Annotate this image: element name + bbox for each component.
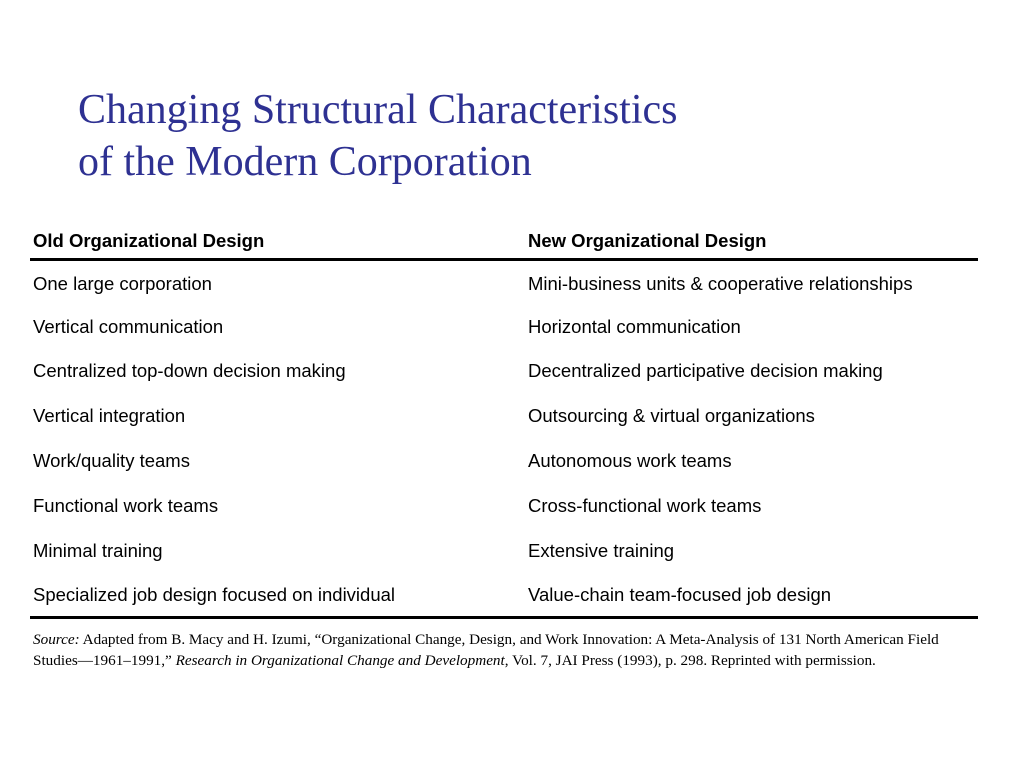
new-design-cell: Extensive training	[528, 539, 675, 561]
design-comparison-table	[30, 224, 978, 619]
new-design-cell: Decentralized participative decision making	[528, 360, 883, 382]
new-design-cell: Autonomous work teams	[528, 450, 732, 472]
title-line-1: Changing Structural Characteristics	[78, 87, 678, 133]
old-design-cell: Minimal training	[33, 539, 163, 561]
table-row	[30, 528, 978, 573]
old-design-cell: Functional work teams	[33, 494, 219, 516]
old-design-cell: Vertical integration	[33, 405, 186, 427]
old-design-cell: Vertical communication	[33, 315, 224, 337]
old-design-cell: Centralized top-down decision making	[33, 360, 346, 382]
table-body	[30, 260, 978, 618]
header-new-design: New Organizational Design	[528, 230, 767, 251]
new-design-cell: Cross-functional work teams	[528, 494, 762, 516]
source-text-part-2: , Vol. 7, JAI Press (1993), p. 298. Reprinted with permission.	[504, 652, 876, 669]
new-design-cell: Mini-business units & cooperative relationships	[528, 272, 913, 294]
source-text-part-1: Adapted from B. Macy and H. Izumi, “Organizational Change, Design, and Work Innovation: A Meta-Analysis of 131 North American Field Studies—1961–1991,”	[33, 631, 939, 669]
old-design-cell: Work/quality teams	[33, 450, 190, 472]
table-row	[30, 394, 978, 439]
new-design-cell: Outsourcing & virtual organizations	[528, 405, 815, 427]
slide-title	[78, 84, 678, 188]
table-row	[30, 439, 978, 484]
title-line-2: of the Modern Corporation	[78, 139, 532, 185]
table-header	[30, 224, 978, 260]
header-old-design: Old Organizational Design	[33, 230, 265, 251]
new-design-cell: Value-chain team-focused job design	[528, 583, 832, 605]
table-row	[30, 349, 978, 394]
new-design-cell: Horizontal communication	[528, 315, 741, 337]
old-design-cell: Specialized job design focused on individual	[33, 583, 396, 605]
source-label: Source:	[33, 631, 80, 648]
table-row	[30, 260, 978, 305]
old-design-cell: One large corporation	[33, 272, 212, 294]
table-row	[30, 573, 978, 618]
table-row	[30, 304, 978, 349]
table-header-row	[30, 224, 978, 260]
table-row	[30, 483, 978, 528]
source-citation	[33, 629, 983, 671]
source-journal-title: Research in Organizational Change and Development	[175, 652, 505, 669]
